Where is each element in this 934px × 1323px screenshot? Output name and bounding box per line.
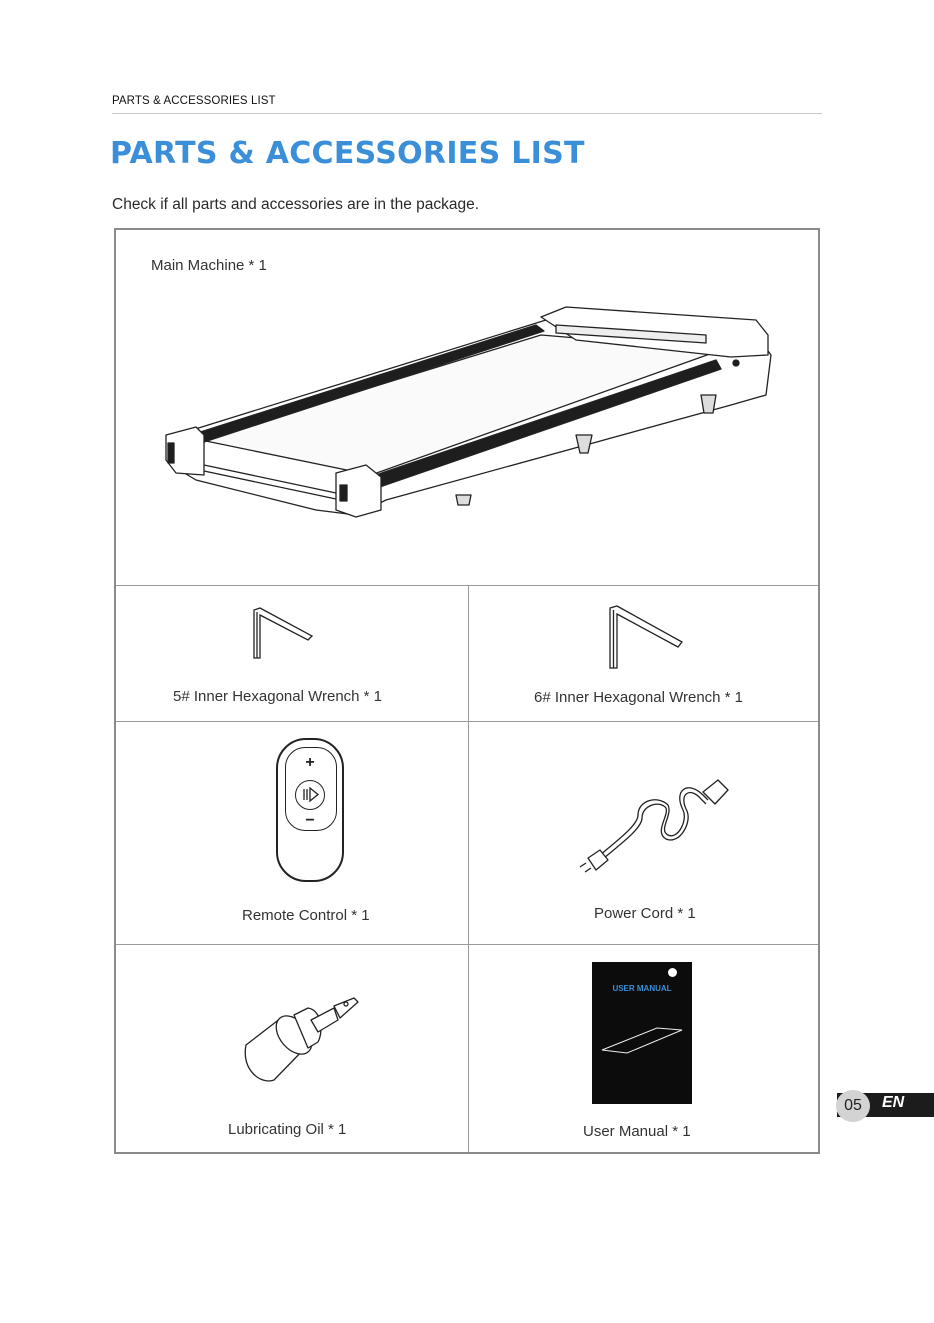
treadmill-icon xyxy=(156,295,781,535)
intro-text: Check if all parts and accessories are in the package. xyxy=(112,196,480,213)
item-label-oil: Lubricating Oil * 1 xyxy=(228,1121,347,1138)
remote-control-icon xyxy=(276,738,344,882)
hex-wrench-icon xyxy=(604,602,689,672)
table-divider xyxy=(116,721,818,722)
table-divider xyxy=(468,585,469,1152)
hex-wrench-icon xyxy=(248,604,318,664)
page-title: PARTS & ACCESSORIES LIST xyxy=(110,136,585,171)
parts-table xyxy=(114,228,820,1154)
table-divider xyxy=(116,585,818,586)
item-label-manual: User Manual * 1 xyxy=(583,1123,691,1140)
manual-cover-title: USER MANUAL xyxy=(612,984,672,993)
item-label-power-cord: Power Cord * 1 xyxy=(594,905,696,922)
play-pause-icon xyxy=(295,780,325,810)
manual-icon xyxy=(592,962,692,1104)
item-label-main-machine: Main Machine * 1 xyxy=(151,257,267,274)
item-label-remote: Remote Control * 1 xyxy=(242,907,370,924)
item-label-5-wrench: 5# Inner Hexagonal Wrench * 1 xyxy=(173,688,383,705)
item-label-6-wrench: 6# Inner Hexagonal Wrench * 1 xyxy=(534,689,744,706)
minus-label: − xyxy=(305,812,315,829)
manual-logo-dot xyxy=(668,968,677,977)
manual-treadmill-icon xyxy=(597,1020,687,1060)
plus-label: + xyxy=(305,754,315,771)
running-head: PARTS & ACCESSORIES LIST xyxy=(112,95,276,107)
power-cord-icon xyxy=(578,770,733,875)
header-rule xyxy=(112,113,822,114)
oil-bottle-icon xyxy=(236,990,371,1095)
table-divider xyxy=(116,944,818,945)
page-number-badge: 05 xyxy=(836,1090,870,1122)
language-label: EN xyxy=(882,1094,905,1111)
